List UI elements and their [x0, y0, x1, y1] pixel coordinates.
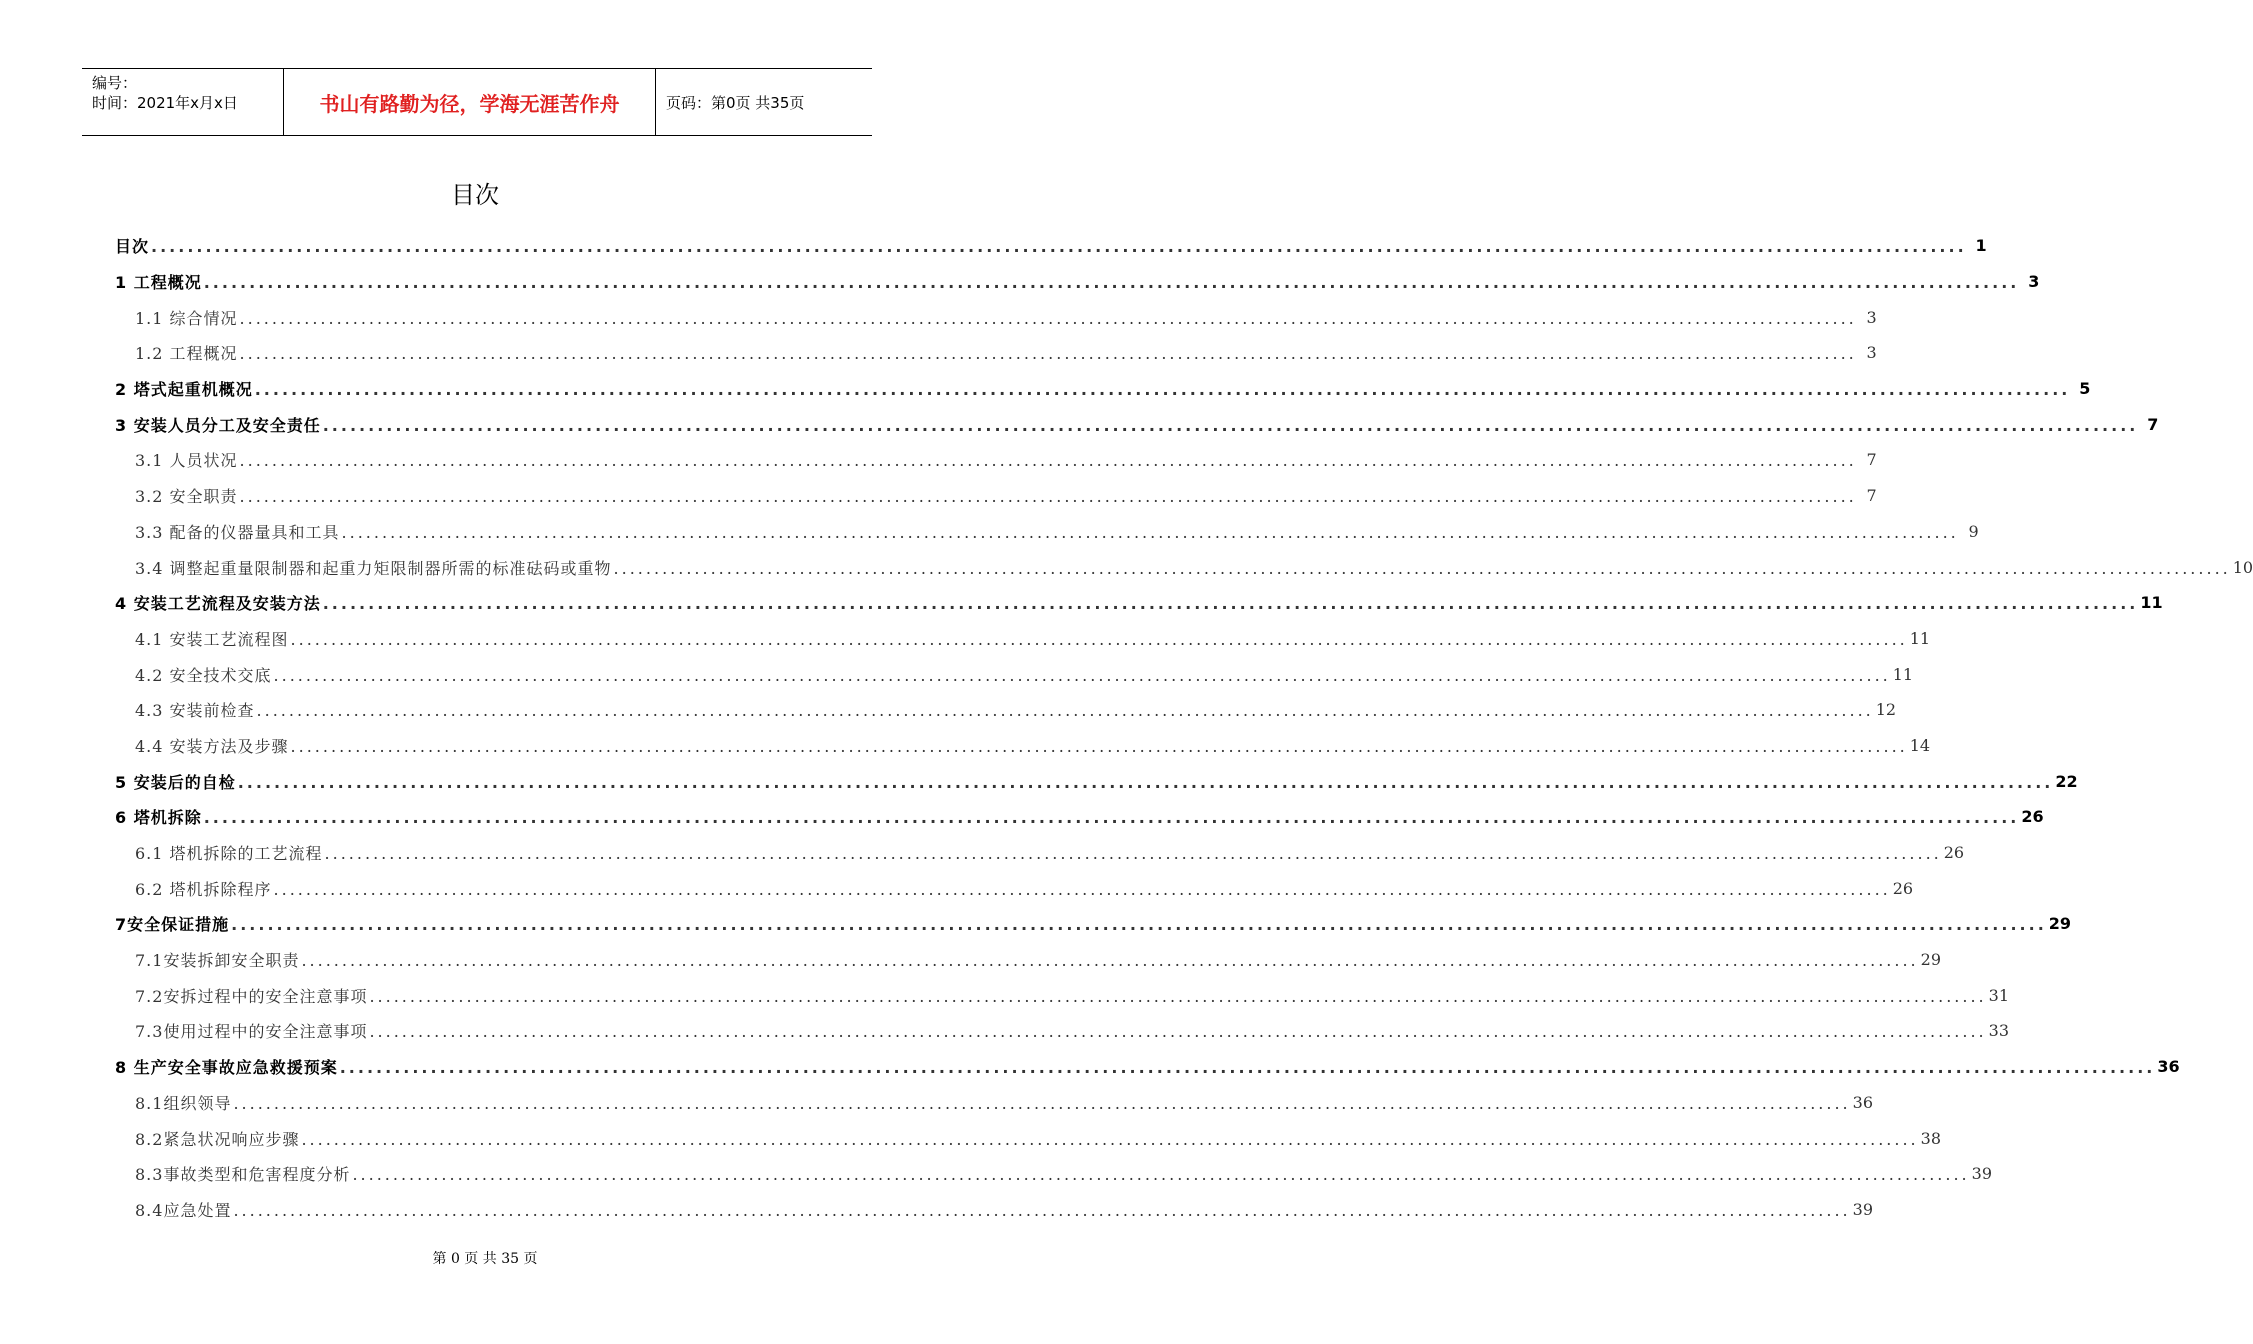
- page-header: [82, 68, 872, 136]
- toc-entry-page: 36: [2157, 1057, 2180, 1077]
- toc-leader-dots: ........................................................................................................................................................................................................: [233, 1093, 1851, 1113]
- toc-entry[interactable]: [115, 906, 2072, 942]
- toc-leader-dots: ........................................................................................................................................................................................................: [322, 594, 2139, 614]
- toc-entry-label: 4 安装工艺流程及安装方法: [115, 594, 321, 614]
- toc-leader-dots: ........................................................................................................................................................................................................: [256, 701, 1874, 721]
- header-page-info: 页码：第0页 共35页: [666, 93, 805, 112]
- toc-leader-dots: ........................................................................................................................................................................................................: [151, 237, 1967, 257]
- toc-entry-page: 31: [1988, 985, 2009, 1005]
- toc-entry-label: 7安全保证措施: [115, 915, 230, 935]
- toc-entry[interactable]: [115, 585, 2163, 621]
- toc-entry-page: 7: [2147, 414, 2159, 434]
- toc-entry[interactable]: [115, 264, 2040, 300]
- toc-entry[interactable]: [115, 656, 1914, 692]
- table-of-contents: [115, 228, 2253, 1227]
- toc-entry[interactable]: [115, 1013, 2009, 1049]
- toc-leader-dots: ........................................................................................................................................................................................................: [239, 308, 1857, 328]
- toc-entry-page: 36: [1852, 1092, 1873, 1112]
- toc-leader-dots: ........................................................................................................................................................................................................: [324, 844, 1942, 864]
- doc-number-label: 编号：: [92, 74, 138, 92]
- toc-entry[interactable]: [115, 335, 1877, 371]
- toc-leader-dots: ........................................................................................................................................................................................................: [290, 629, 1908, 649]
- toc-leader-dots: ........................................................................................................................................................................................................: [203, 273, 2020, 293]
- toc-entry[interactable]: [115, 549, 2253, 585]
- toc-entry[interactable]: [115, 371, 2091, 407]
- toc-entry-label: 3 安装人员分工及安全责任: [115, 415, 321, 435]
- toc-entry-label: 4.2 安全技术交底: [135, 665, 272, 685]
- toc-entry-label: 8.3事故类型和危害程度分析: [135, 1165, 351, 1185]
- toc-entry-label: 4.3 安装前检查: [135, 701, 255, 721]
- toc-leader-dots: ........................................................................................................................................................................................................: [322, 415, 2139, 435]
- toc-entry-page: 9: [1968, 521, 1979, 541]
- toc-entry-label: 6.2 塔机拆除程序: [135, 879, 272, 899]
- toc-entry-label: 3.2 安全职责: [135, 487, 238, 507]
- toc-leader-dots: ........................................................................................................................................................................................................: [254, 380, 2071, 400]
- toc-entry-page: 33: [1988, 1021, 2009, 1041]
- toc-leader-dots: ........................................................................................................................................................................................................: [237, 772, 2054, 792]
- toc-entry[interactable]: [115, 406, 2159, 442]
- header-meta: [82, 69, 284, 135]
- toc-entry-page: 38: [1920, 1128, 1941, 1148]
- toc-entry-label: 3.4 调整起重量限制器和起重力矩限制器所需的标准砝码或重物: [135, 558, 612, 578]
- toc-entry[interactable]: [115, 1085, 1873, 1121]
- doc-time-label: 时间：2021年x月x日: [92, 94, 238, 112]
- toc-entry[interactable]: [115, 728, 1931, 764]
- toc-leader-dots: ........................................................................................................................................................................................................: [369, 1022, 1987, 1042]
- toc-entry-page: 11: [2140, 593, 2163, 613]
- toc-entry-label: 7.1安装拆卸安全职责: [135, 951, 300, 971]
- toc-entry-label: 1 工程概况: [115, 273, 202, 293]
- toc-entry-page: 26: [1943, 843, 1965, 863]
- toc-entry[interactable]: [115, 942, 1941, 978]
- toc-entry[interactable]: [115, 228, 1987, 264]
- toc-entry-label: 7.3使用过程中的安全注意事项: [135, 1022, 368, 1042]
- toc-entry-label: 4.4 安装方法及步骤: [135, 736, 289, 756]
- toc-leader-dots: ........................................................................................................................................................................................................: [273, 665, 1891, 685]
- toc-entry-page: 14: [1909, 735, 1931, 755]
- toc-entry-page: 29: [2048, 914, 2072, 934]
- toc-entry-label: 6.1 塔机拆除的工艺流程: [135, 844, 323, 864]
- toc-entry[interactable]: [115, 514, 1979, 550]
- toc-leader-dots: ........................................................................................................................................................................................................: [239, 487, 1857, 507]
- toc-leader-dots: ........................................................................................................................................................................................................: [203, 808, 2020, 828]
- toc-entry-label: 8.1组织领导: [135, 1093, 232, 1113]
- toc-entry-label: 4.1 安装工艺流程图: [135, 629, 289, 649]
- toc-entry[interactable]: [115, 478, 1877, 514]
- toc-leader-dots: ........................................................................................................................................................................................................: [301, 1129, 1919, 1149]
- toc-entry-page: 39: [1852, 1199, 1873, 1219]
- toc-entry-page: 11: [1909, 628, 1931, 648]
- toc-entry[interactable]: [115, 763, 2078, 799]
- toc-leader-dots: ........................................................................................................................................................................................................: [273, 879, 1891, 899]
- toc-entry[interactable]: [115, 977, 2009, 1013]
- page-title: 目次: [451, 181, 499, 209]
- toc-leader-dots: ........................................................................................................................................................................................................: [231, 915, 2047, 935]
- toc-entry-label: 7.2安拆过程中的安全注意事项: [135, 986, 368, 1006]
- toc-entry-page: 11: [1892, 664, 1914, 684]
- toc-entry-label: 3.1 人员状况: [135, 451, 238, 471]
- header-motto: 书山有路勤为径，学海无涯苦作舟: [284, 69, 656, 135]
- toc-entry-label: 3.3 配备的仪器量具和工具: [135, 522, 340, 542]
- toc-entry[interactable]: [115, 442, 1877, 478]
- toc-leader-dots: ........................................................................................................................................................................................................: [339, 1058, 2156, 1078]
- toc-entry[interactable]: [115, 1192, 1873, 1228]
- page-footer: 第 0 页 共 35 页: [432, 1251, 538, 1267]
- toc-leader-dots: ........................................................................................................................................................................................................: [239, 344, 1857, 364]
- toc-entry-label: 8.4应急处置: [135, 1200, 232, 1220]
- toc-entry-page: 29: [1920, 950, 1941, 970]
- toc-entry-label: 2 塔式起重机概况: [115, 380, 253, 400]
- toc-entry-page: 7: [1866, 486, 1877, 506]
- toc-entry-page: 3: [1866, 307, 1877, 327]
- toc-entry-page: 26: [1892, 878, 1914, 898]
- toc-entry[interactable]: [115, 870, 1914, 906]
- toc-leader-dots: ........................................................................................................................................................................................................: [233, 1200, 1851, 1220]
- toc-leader-dots: ........................................................................................................................................................................................................: [290, 736, 1908, 756]
- toc-entry-label: 1.2 工程概况: [135, 344, 238, 364]
- toc-entry-page: 1: [1975, 236, 1987, 256]
- toc-entry-page: 39: [1971, 1164, 1992, 1184]
- toc-entry-page: 3: [2028, 272, 2040, 292]
- toc-entry-label: 目次: [115, 237, 150, 257]
- toc-entry-page: 12: [1875, 700, 1897, 720]
- toc-entry-page: 5: [2079, 379, 2091, 399]
- toc-entry-page: 22: [2055, 771, 2078, 791]
- toc-entry[interactable]: [115, 621, 1931, 657]
- toc-entry[interactable]: [115, 692, 1897, 728]
- toc-entry-label: 5 安装后的自检: [115, 772, 236, 792]
- toc-leader-dots: ........................................................................................................................................................................................................: [352, 1165, 1970, 1185]
- toc-entry-page: 7: [1866, 450, 1877, 470]
- toc-entry-page: 10: [2232, 557, 2253, 577]
- toc-entry-page: 26: [2021, 807, 2044, 827]
- toc-entry[interactable]: [115, 299, 1877, 335]
- toc-entry[interactable]: [115, 835, 1965, 871]
- toc-entry-page: 3: [1866, 343, 1877, 363]
- toc-leader-dots: ........................................................................................................................................................................................................: [369, 986, 1987, 1006]
- toc-leader-dots: ........................................................................................................................................................................................................: [613, 558, 2231, 578]
- toc-leader-dots: ........................................................................................................................................................................................................: [239, 451, 1857, 471]
- toc-entry[interactable]: [115, 1120, 1941, 1156]
- toc-entry[interactable]: [115, 1156, 1992, 1192]
- toc-entry-label: 8 生产安全事故应急救援预案: [115, 1058, 338, 1078]
- toc-entry-label: 1.1 综合情况: [135, 308, 238, 328]
- toc-leader-dots: ........................................................................................................................................................................................................: [301, 951, 1919, 971]
- toc-entry-label: 8.2紧急状况响应步骤: [135, 1129, 300, 1149]
- toc-entry-label: 6 塔机拆除: [115, 808, 202, 828]
- toc-leader-dots: ........................................................................................................................................................................................................: [341, 522, 1959, 542]
- toc-entry[interactable]: [115, 799, 2044, 835]
- toc-entry[interactable]: [115, 1049, 2180, 1085]
